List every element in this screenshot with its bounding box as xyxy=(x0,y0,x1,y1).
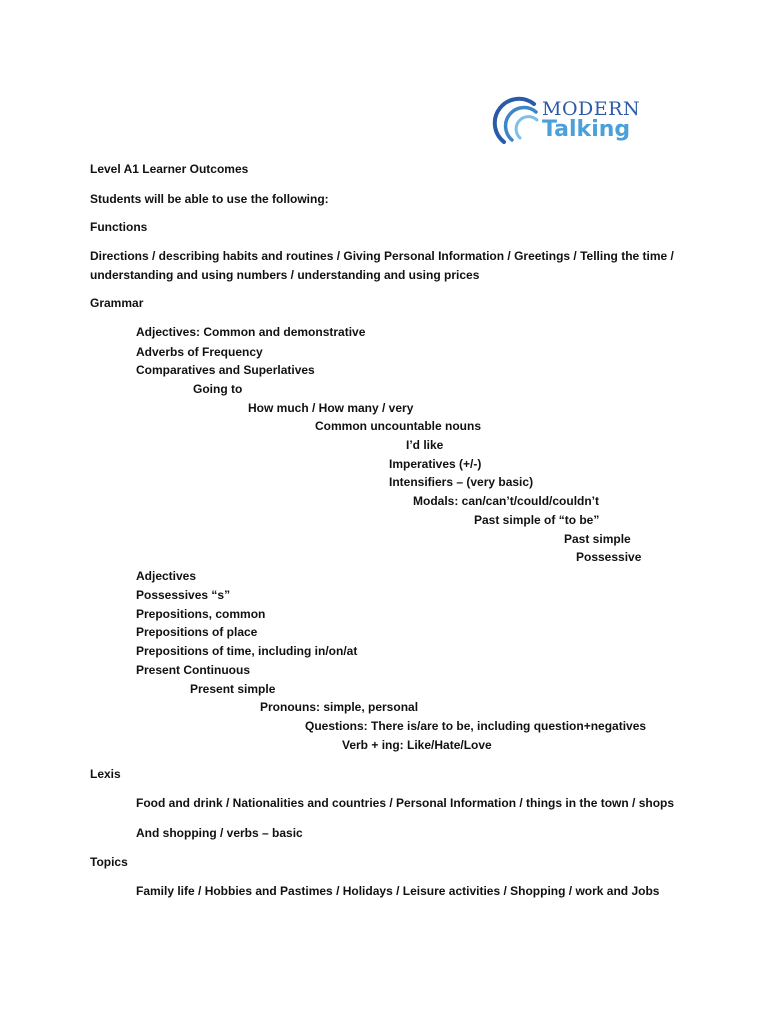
functions-heading: Functions xyxy=(90,220,148,234)
grammar-item: Pronouns: simple, personal xyxy=(260,700,419,714)
grammar-item: Adjectives xyxy=(136,569,197,583)
grammar-item: Possessive xyxy=(576,550,642,564)
topics-line-1: Family life / Hobbies and Pastimes / Holidays / Leisure activities / Shopping / work and Jobs xyxy=(136,884,660,898)
modern-talking-logo xyxy=(490,96,680,150)
grammar-item: Questions: There is/are to be, including question+negatives xyxy=(305,719,647,733)
grammar-item: Adverbs of Frequency xyxy=(136,345,263,359)
functions-line-1: Directions / describing habits and routines / Giving Personal Information / Greetings / Telling the time / xyxy=(90,249,674,263)
grammar-item: Present Continuous xyxy=(136,663,251,677)
lexis-line-2: And shopping / verbs – basic xyxy=(136,826,303,840)
grammar-item: Present simple xyxy=(190,682,276,696)
lexis-line-1: Food and drink / Nationalities and countries / Personal Information / things in the town / shops xyxy=(136,796,675,810)
swoosh-logo-icon xyxy=(490,96,550,146)
grammar-item: Comparatives and Superlatives xyxy=(136,363,315,377)
grammar-item: Prepositions of place xyxy=(136,625,258,639)
grammar-item: Imperatives (+/-) xyxy=(389,457,482,471)
page-title: Level A1 Learner Outcomes xyxy=(90,162,249,176)
grammar-item: Modals: can/can’t/could/couldn’t xyxy=(413,494,600,508)
grammar-item: Past simple xyxy=(564,532,631,546)
grammar-item: Verb + ing: Like/Hate/Love xyxy=(342,738,492,752)
grammar-heading: Grammar xyxy=(90,296,144,310)
grammar-item: Intensifiers – (very basic) xyxy=(389,475,534,489)
logo-line-1: MODERN xyxy=(542,98,641,120)
grammar-item: Prepositions of time, including in/on/at xyxy=(136,644,358,658)
grammar-item: Possessives “s” xyxy=(136,588,231,602)
functions-line-2: understanding and using numbers / understanding and using prices xyxy=(90,268,480,282)
topics-heading: Topics xyxy=(90,855,128,869)
intro-text: Students will be able to use the following: xyxy=(90,192,329,206)
grammar-item: Adjectives: Common and demonstrative xyxy=(136,325,366,339)
grammar-item: Common uncountable nouns xyxy=(315,419,481,433)
logo-line-2: Talking xyxy=(542,117,631,142)
grammar-item: Going to xyxy=(193,382,243,396)
grammar-item: I’d like xyxy=(406,438,444,452)
grammar-item: Past simple of “to be” xyxy=(474,513,600,527)
grammar-item: Prepositions, common xyxy=(136,607,266,621)
grammar-item: How much / How many / very xyxy=(248,401,414,415)
lexis-heading: Lexis xyxy=(90,767,121,781)
